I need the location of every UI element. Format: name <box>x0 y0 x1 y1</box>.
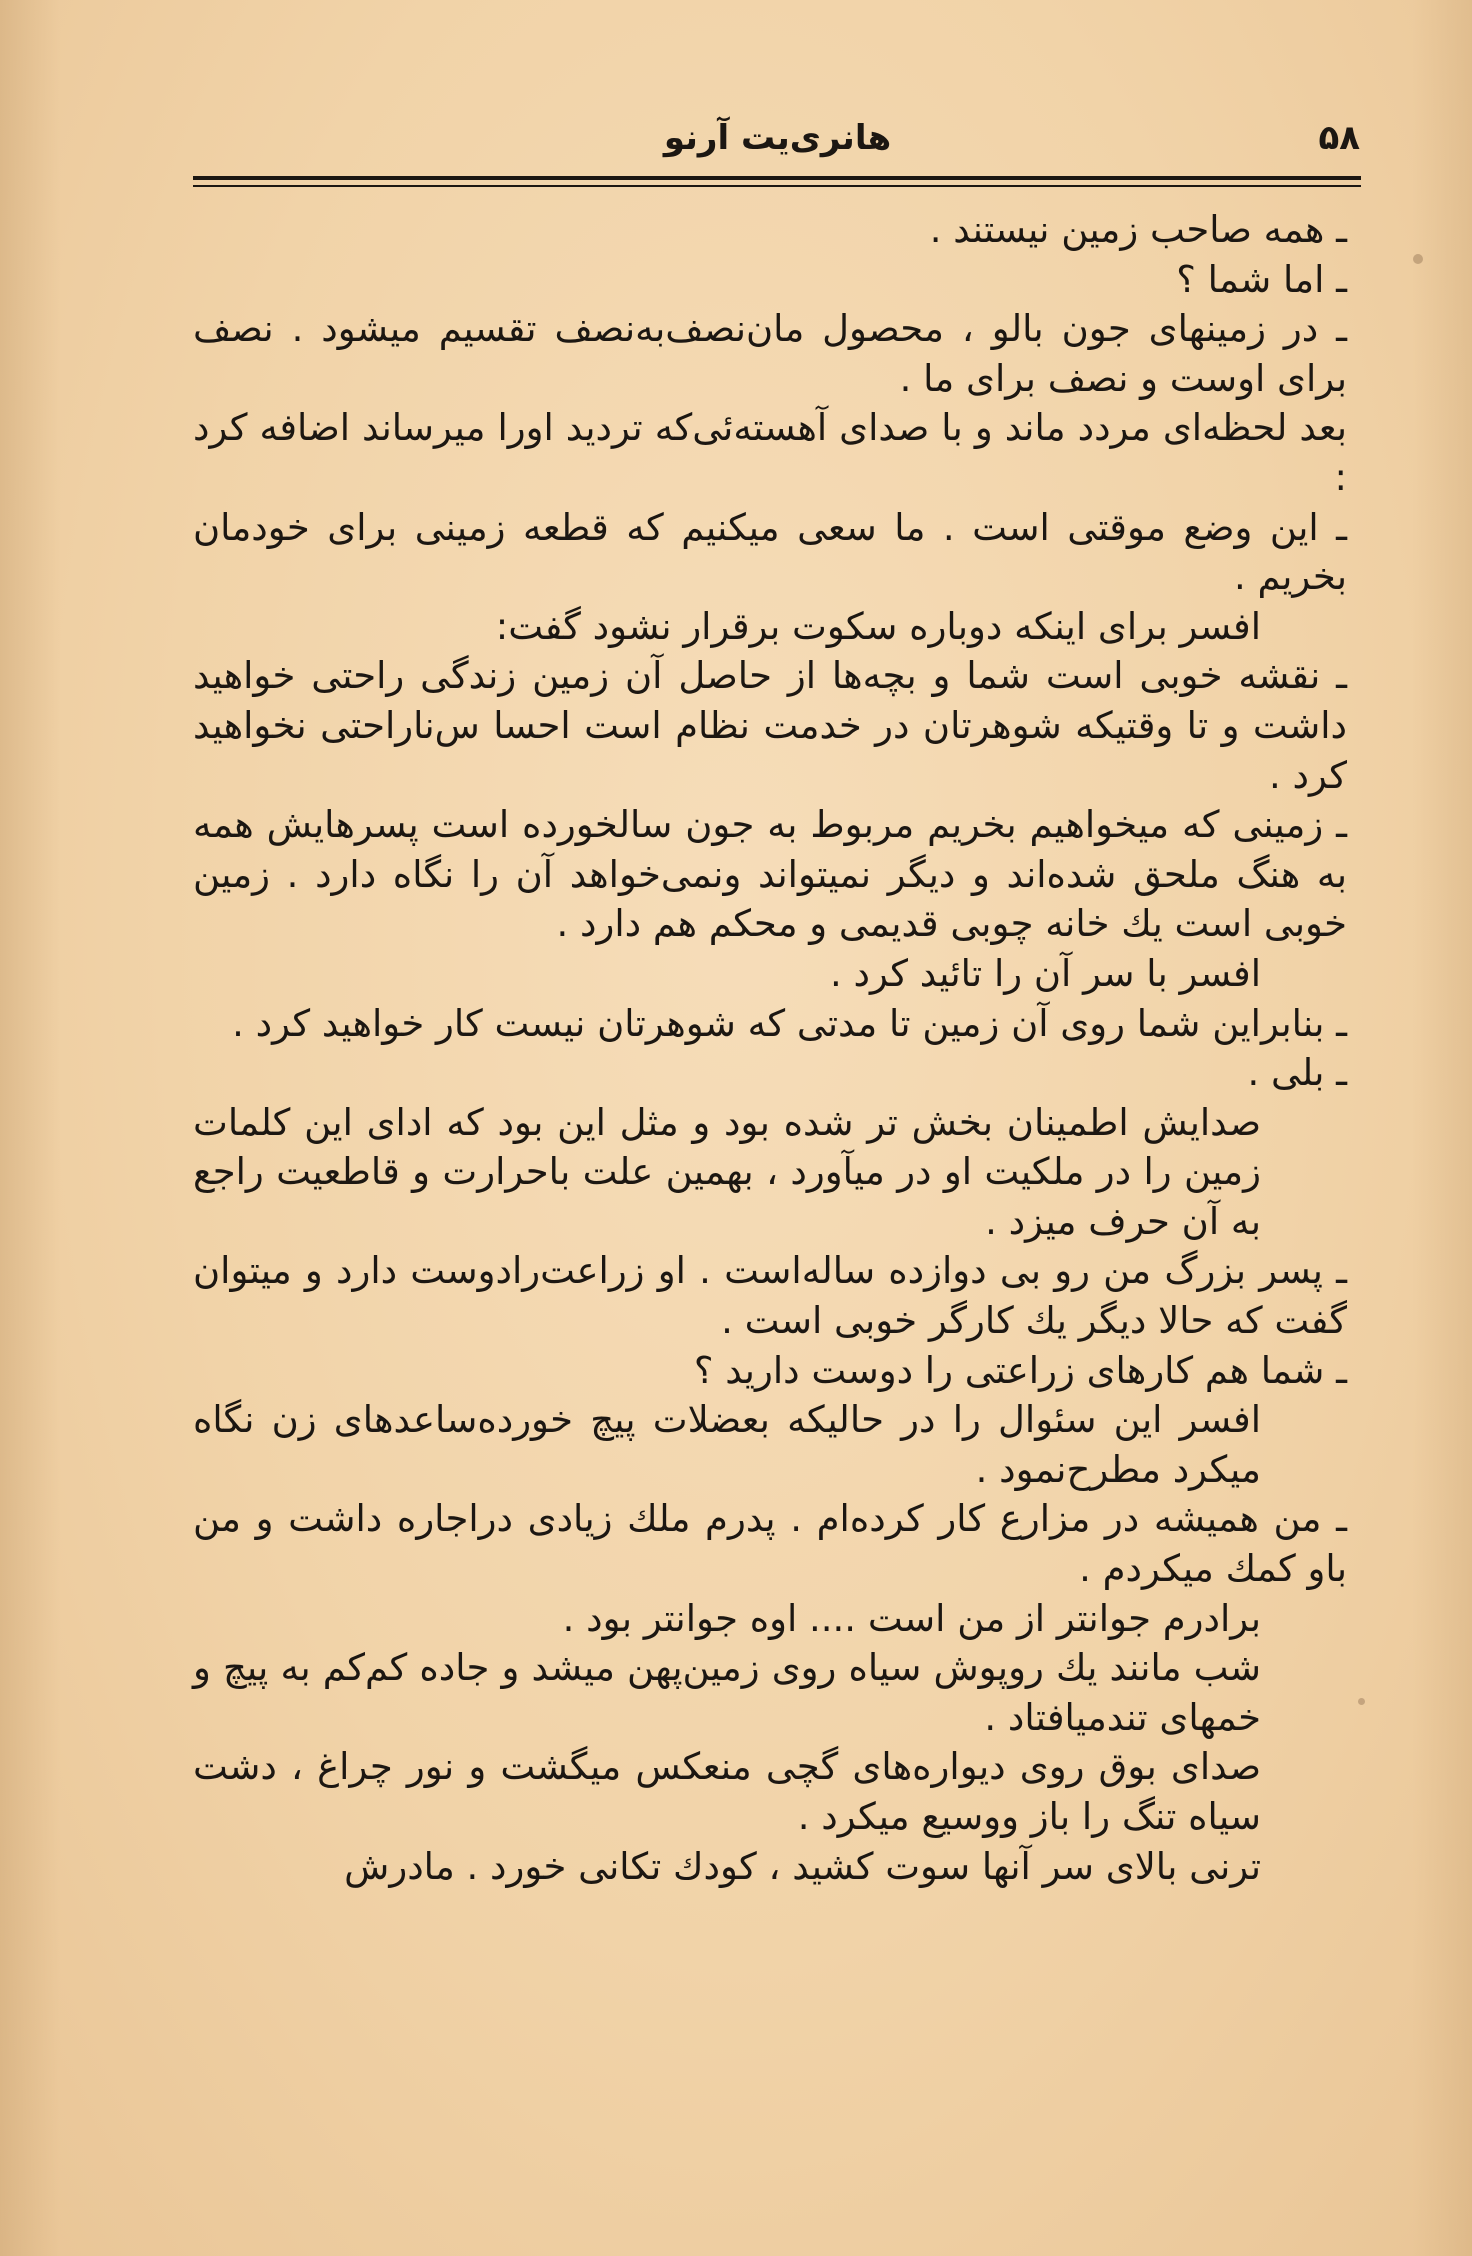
paper-spot <box>1413 254 1423 264</box>
page-edge-shadow-left <box>0 0 60 2256</box>
paragraph: ـ من همیشه در مزارع کار کرده‌ام . پدرم ملك زیادی دراجاره داشت و من باو کمك میکردم . <box>193 1497 1347 1591</box>
running-head <box>195 118 1360 178</box>
paper-spot <box>1358 1698 1365 1705</box>
paragraph: ـ همه صاحب زمین نیستند . <box>929 208 1347 251</box>
paragraph: ـ نقشه خوبی است شما و بچه‌ها از حاصل آن زمین زندگی راحتی خواهید داشت و تا وقتیکه شوهرتان در خدمت نظام است احسا س‌ناراحتی نخواهید کرد . <box>193 654 1347 797</box>
paragraph: شب مانند يك روپوش سیاه روی زمین‌پهن میشد و جاده کم‌کم به پیچ و خمهای تندمیافتاد . <box>193 1646 1261 1739</box>
page-edge-shadow-right <box>1412 0 1472 2256</box>
paragraph: ـ اما شما ؟ <box>1176 257 1347 301</box>
paragraph: ـ در زمینهای جون بالو ، محصول مان‌نصف‌به‌نصف تقسیم میشود . نصف برای اوست و نصف برای ما . <box>193 307 1347 400</box>
paragraph: افسر این سئوال را در حالیکه بعضلات پیچ خورده‌ساعدهای زن نگاه میکرد مطرح‌نمود . <box>193 1398 1261 1491</box>
paragraph: ـ شما هم کارهای زراعتی را دوست دارید ؟ <box>693 1348 1347 1392</box>
paragraph: ـ زمینی که میخواهیم بخریم مربوط به جون سالخورده است پسرهایش همه به هنگ ملحق شده‌اند و دیگر نمیتواند ونمی‌خواهد آن را نگاه دارد . زمین خوبی است یك خانه چوبی قدیمی و محکم هم دارد . <box>193 803 1347 946</box>
paragraph: افسر با سر آن را تائید کرد . <box>829 951 1261 995</box>
paragraph: افسر برای اینکه دوباره سکوت برقرار نشود گفت: <box>495 604 1261 648</box>
page-number: ۵۸ <box>1318 118 1360 158</box>
paragraph: صدای بوق روی دیواره‌های گچی منعکس میگشت و نور چراغ ، دشت سیاه تنگ را باز ووسیع میکرد . <box>193 1745 1261 1838</box>
paragraph: صدایش اطمینان بخش تر شده بود و مثل این بود که ادای این کلمات زمین را در ملکیت او در میآورد ، بهمین علت باحرارت و قاطعیت راجع به آن حرف میزد . <box>193 1100 1261 1243</box>
paragraph: ترنی بالای سر آنها سوت کشید ، کودك تکانی خورد . مادرش <box>344 1844 1261 1888</box>
paragraph: ـ این وضع موقتی است . ما سعی میکنیم که قطعه زمینی برای خودمان بخریم . <box>193 505 1347 599</box>
header-rule-thin <box>193 185 1361 187</box>
header-rule-thick <box>193 176 1361 180</box>
paragraph: ـ بلی . <box>1247 1051 1347 1095</box>
body-text <box>193 205 1361 2165</box>
paragraph: ـ بنابراین شما روی آن زمین تا مدتی که شوهرتان نیست کار خواهید کرد . <box>232 1001 1347 1045</box>
running-title: هانری‌یت آرنو <box>663 118 892 158</box>
paragraph: برادرم جوانتر از من است .... اوه جوانتر بود . <box>562 1596 1261 1640</box>
paragraph: بعد لحظه‌ای مردد ماند و با صدای آهسته‌ئی‌که تردید اورا میرساند اضافه کرد : <box>193 406 1347 499</box>
paragraph: ـ پسر بزرگ من رو بی دوازده ساله‌است . او زراعت‌رادوست دارد و میتوان گفت که حالا دیگر یك کارگر خوبی است . <box>193 1249 1347 1343</box>
